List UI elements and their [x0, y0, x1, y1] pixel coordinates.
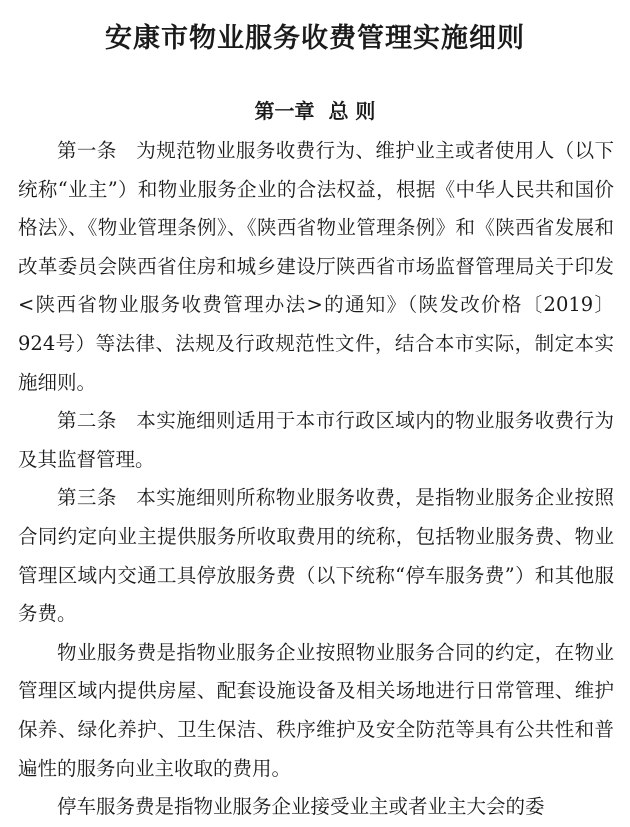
article-number: 第一条: [57, 139, 117, 162]
property-fee-definition-paragraph: [18, 634, 614, 788]
parking-fee-definition-paragraph: [18, 788, 614, 827]
document-title: 安康市物业服务收费管理实施细则: [105, 23, 525, 54]
article-number: 第三条: [57, 486, 117, 510]
article-text: 为规范物业服务收费行为、维护业主或者使用人（以下统称“业主”）和物业服务企业的合法权益，根据《中华人民共和国价格法》、《物业管理条例》、《陕西省物业管理条例》和《陕西省发展和改革委员会陕西省住房和城乡建设厅陕西省市场监督管理局关于印发<陕西省物业服务收费管理办法>的通知》（陕发改价格〔2019〕924号）等法律、法规及行政规范性文件，结合本市实际，制定本实施细则。: [18, 139, 614, 394]
article-3-paragraph: [18, 479, 614, 633]
chapter-heading: 第一章 总 则: [254, 99, 376, 123]
article-number: 第二条: [57, 409, 117, 433]
article-2-paragraph: [18, 402, 614, 479]
article-text: 本实施细则适用于本市行政区域内的物业服务收费行为及其监督管理。: [18, 409, 614, 471]
article-1-paragraph: [18, 132, 614, 402]
paragraph-text: 物业服务费是指物业服务企业按照物业服务合同的约定，在物业管理区域内提供房屋、配套设施设备及相关场地进行日常管理、维护保养、绿化养护、卫生保洁、秩序维护及安全防范等具有公共性和普遍性的服务向业主收取的费用。: [18, 640, 614, 780]
article-text: 本实施细则所称物业服务收费，是指物业服务企业按照合同约定向业主提供服务所收取费用的统称，包括物业服务费、物业管理区域内交通工具停放服务费（以下统称“停车服务费”）和其他服务费。: [18, 486, 614, 626]
paragraph-text: 停车服务费是指物业服务企业接受业主或者业主大会的委: [57, 795, 545, 819]
document-body: [18, 132, 614, 827]
